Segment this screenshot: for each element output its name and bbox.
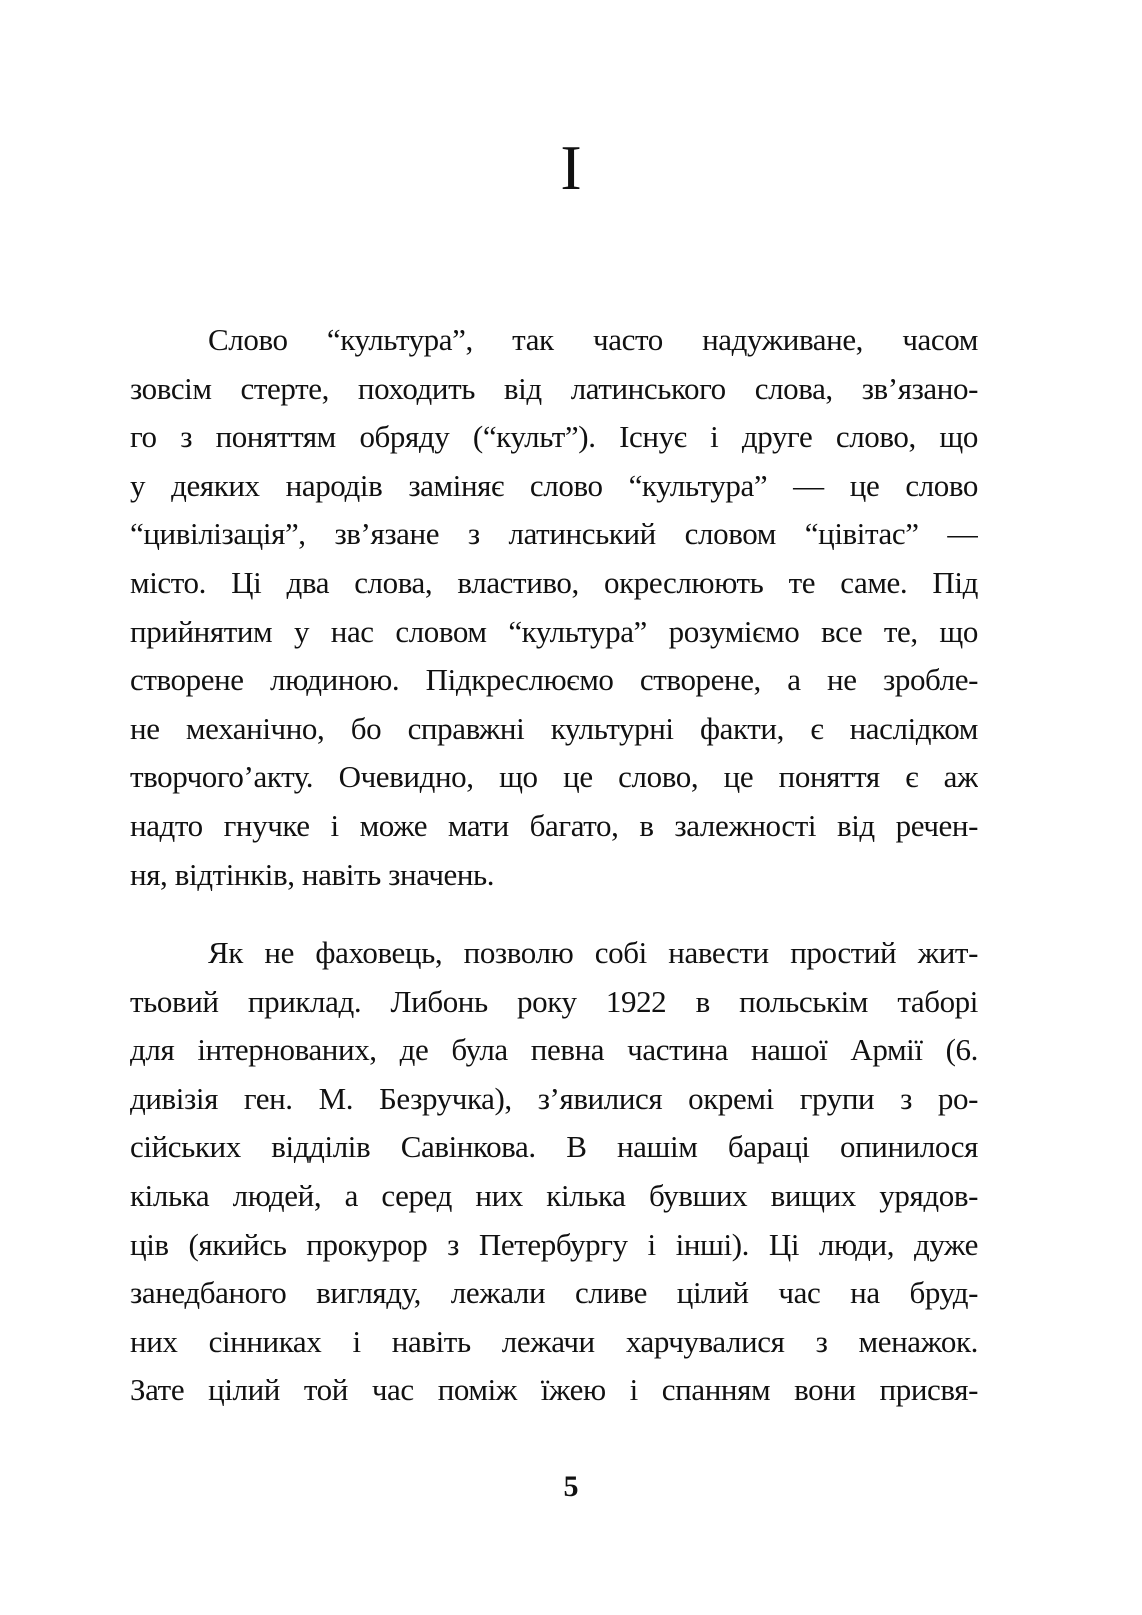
text-line: творчого’акту. Очевидно, що це слово, це поняття є аж	[130, 759, 978, 795]
text-line: Слово “культура”, так часто надуживане, часом	[208, 322, 978, 357]
text-line: ня, відтінків, навіть значень.	[130, 856, 495, 892]
text-line: у деяких народів заміняє слово “культура” — це слово	[130, 467, 978, 503]
page-number: 5	[563, 1470, 579, 1503]
text-line: дивізія ген. М. Безручка), з’явилися окремі групи з ро-	[130, 1080, 978, 1116]
text-line: місто. Ці два слова, властиво, окреслюють те саме. Під	[130, 564, 978, 600]
chapter-heading: I	[560, 132, 582, 203]
text-line: го з поняттям обряду (“культ”). Існує і друге слово, що	[130, 419, 978, 455]
text-line: надто гнучке і може мати багато, в залежності від речен-	[130, 807, 978, 843]
text-line: них сінниках і навіть лежачи харчувалися з менажок.	[130, 1323, 978, 1359]
text-line: кілька людей, а серед них кілька бувших вищих урядов-	[130, 1177, 978, 1213]
text-line: Як не фаховець, позволю собі навести простий жит-	[208, 935, 978, 970]
text-line: тьовий приклад. Либонь року 1922 в польськім таборі	[130, 983, 978, 1019]
text-line: не механічно, бо справжні культурні факти, є наслідком	[130, 710, 978, 746]
text-line: для інтернованих, де була певна частина нашої Армії (6.	[130, 1032, 978, 1068]
text-line: зовсім стерте, походить від латинського слова, зв’язано-	[130, 370, 978, 406]
text-line: сійських відділів Савінкова. В нашім бараці опинилося	[130, 1129, 978, 1165]
text-line: занедбаного вигляду, лежали сливе цілий час на бруд-	[130, 1275, 978, 1311]
paragraph-1	[130, 316, 978, 899]
text-line: прийнятим у нас словом “культура” розуміємо все те, що	[130, 613, 978, 649]
text-line: створене людиною. Підкреслюємо створене, а не зробле-	[130, 662, 978, 698]
text-line: Зате цілий той час поміж їжею і спанням вони присвя-	[130, 1372, 978, 1408]
text-line: “цивілізація”, зв’язане з латинський словом “цівітас” —	[130, 516, 978, 552]
text-line: ців (якийсь прокурор з Петербургу і інші). Ці люди, дуже	[130, 1226, 978, 1262]
paragraph-2	[130, 929, 978, 1415]
